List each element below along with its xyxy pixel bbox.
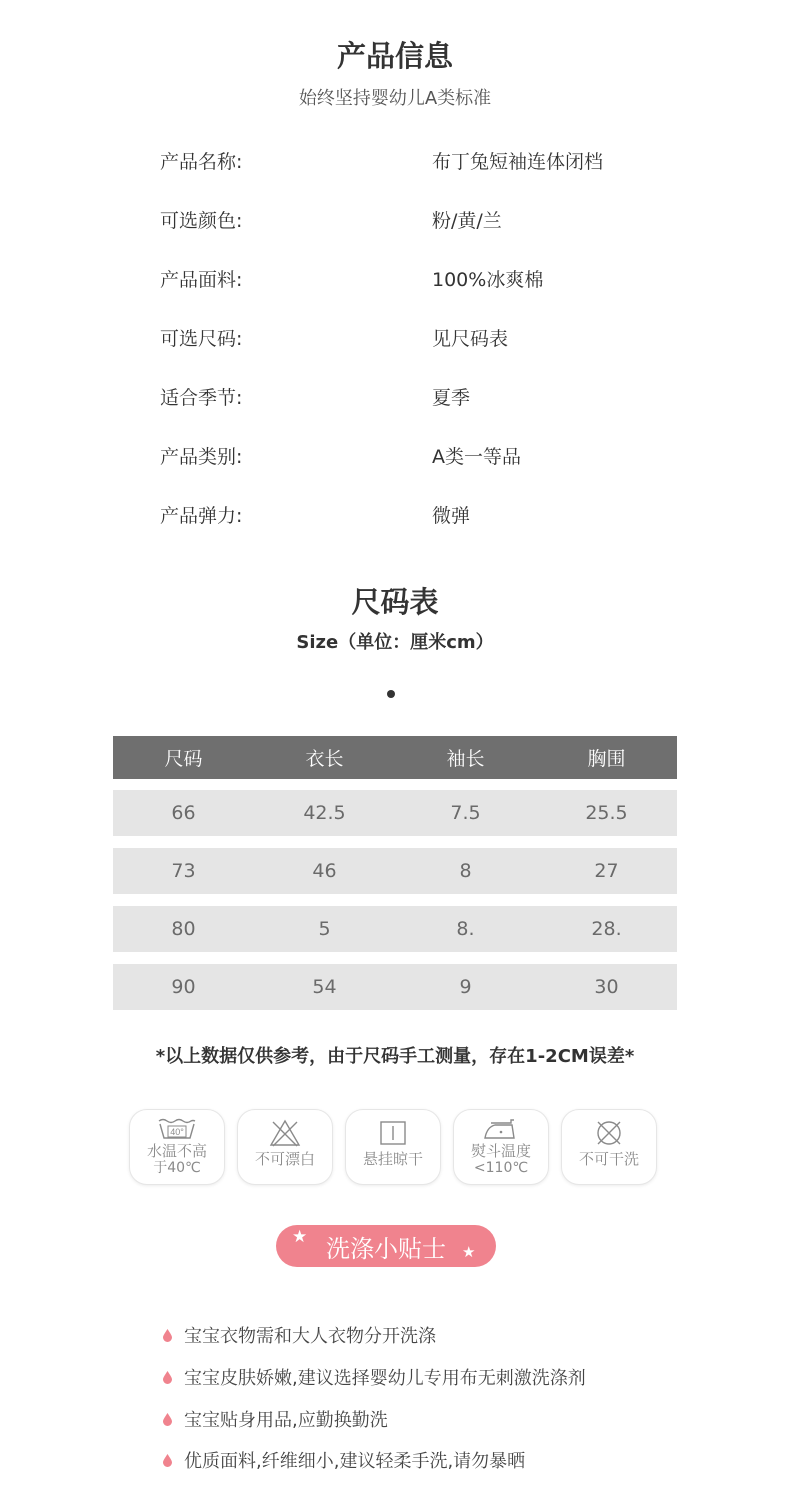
table-cell: 28. xyxy=(591,918,622,940)
table-cell: 5 xyxy=(318,918,331,940)
info-label-colors: 可选颜色: xyxy=(160,210,243,232)
care-label-hang-dry: 悬挂晾干 xyxy=(362,1150,423,1168)
info-label-season: 适合季节: xyxy=(160,387,243,409)
care-label-no-bleach: 不可漂白 xyxy=(254,1150,315,1168)
care-no-dry-clean xyxy=(561,1109,657,1185)
table-cell: 73 xyxy=(171,860,196,882)
table-cell: 25.5 xyxy=(585,802,628,824)
info-value-fabric: 100%冰爽棉 xyxy=(432,269,544,291)
info-value-season: 夏季 xyxy=(432,387,471,409)
list-item xyxy=(163,1322,436,1348)
star-icon: ★ xyxy=(292,1227,308,1247)
table-cell: 30 xyxy=(594,976,619,998)
info-value-name: 布丁兔短袖连体闭档 xyxy=(432,151,604,173)
drop-icon xyxy=(163,1329,172,1342)
no-bleach-icon xyxy=(268,1118,302,1148)
washing-tips-title: 洗涤小贴士 xyxy=(326,1234,446,1263)
header-cell-size: 尺码 xyxy=(164,748,203,770)
info-value-colors: 粉/黄/兰 xyxy=(432,210,502,232)
table-row xyxy=(113,790,677,836)
table-cell: 46 xyxy=(312,860,337,882)
care-label-iron: 熨斗温度 xyxy=(470,1142,531,1160)
care-no-bleach xyxy=(237,1109,333,1185)
header-cell-chest: 胸围 xyxy=(587,748,626,770)
product-info-subtitle: 始终坚持婴幼儿A类标准 xyxy=(298,88,492,109)
washing-tips-banner xyxy=(276,1225,496,1267)
care-sub-wash: 于40℃ xyxy=(153,1160,201,1176)
hang-dry-icon xyxy=(376,1118,410,1148)
table-row xyxy=(113,906,677,952)
info-label-fabric: 产品面料: xyxy=(160,269,243,291)
list-item xyxy=(163,1447,525,1473)
table-cell: 27 xyxy=(594,860,619,882)
drop-icon xyxy=(163,1371,172,1384)
tip-text: 宝宝衣物需和大人衣物分开洗涤 xyxy=(184,1326,436,1347)
table-cell: 8 xyxy=(459,860,472,882)
list-item xyxy=(163,1406,388,1432)
care-wash-40 xyxy=(129,1109,225,1185)
info-value-category: A类一等品 xyxy=(432,446,521,468)
product-info-title: 产品信息 xyxy=(336,39,453,73)
table-row xyxy=(113,848,677,894)
table-cell: 9 xyxy=(459,976,472,998)
info-label-name: 产品名称: xyxy=(160,151,243,173)
wash-40-icon xyxy=(157,1118,197,1140)
table-row xyxy=(113,964,677,1010)
care-sub-iron: <110℃ xyxy=(473,1160,529,1176)
tip-text: 宝宝贴身用品,应勤换勤洗 xyxy=(184,1410,388,1431)
info-label-category: 产品类别: xyxy=(160,446,243,468)
size-table-header xyxy=(113,736,677,779)
no-dry-clean-icon xyxy=(592,1118,626,1148)
size-chart-title: 尺码表 xyxy=(351,585,439,619)
wash-40-badge: 40° xyxy=(170,1127,184,1137)
tip-text: 优质面料,纤维细小,建议轻柔手洗,请勿暴晒 xyxy=(184,1451,526,1472)
drop-icon xyxy=(163,1454,172,1467)
info-label-sizes: 可选尺码: xyxy=(160,328,243,350)
table-cell: 80 xyxy=(171,918,196,940)
tip-text: 宝宝皮肤娇嫩,建议选择婴幼儿专用布无刺激洗涤剂 xyxy=(184,1368,586,1389)
measurement-note: *以上数据仅供参考，由于尺码手工测量，存在1-2CM误差* xyxy=(155,1046,635,1067)
care-label-no-dry-clean: 不可干洗 xyxy=(578,1150,639,1168)
bullet-dot xyxy=(387,690,395,698)
table-cell: 8. xyxy=(456,918,475,940)
table-cell: 7.5 xyxy=(450,802,481,824)
drop-icon xyxy=(163,1413,172,1426)
size-chart-subtitle: Size（单位：厘米cm） xyxy=(296,632,494,653)
info-value-sizes: 见尺码表 xyxy=(432,328,509,350)
header-cell-sleeve: 袖长 xyxy=(446,748,485,770)
info-value-elasticity: 微弹 xyxy=(432,505,471,527)
care-iron xyxy=(453,1109,549,1185)
table-cell: 42.5 xyxy=(303,802,346,824)
table-cell: 54 xyxy=(312,976,337,998)
iron-icon xyxy=(481,1118,521,1140)
list-item xyxy=(163,1364,586,1390)
info-label-elasticity: 产品弹力: xyxy=(160,505,243,527)
table-cell: 90 xyxy=(171,976,196,998)
table-cell: 66 xyxy=(171,802,196,824)
care-label-wash: 水温不高 xyxy=(146,1142,207,1160)
header-cell-length: 衣长 xyxy=(305,748,344,770)
star-icon: ★ xyxy=(462,1243,476,1261)
care-hang-dry xyxy=(345,1109,441,1185)
